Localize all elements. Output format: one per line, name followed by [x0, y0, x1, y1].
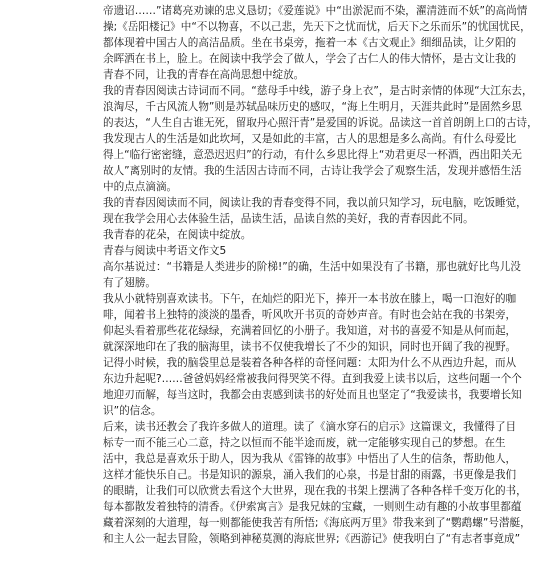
text-line: 藏着深刻的大道理，每一则都能使我苦有所悟;《海底两万里》带我来到了“鹦鹉螺”号潜艇， [103, 517, 531, 529]
text-line: 就深深地印在了我的脑海里，读书不仅使我增长了不少的知识，同时也开阔了我的视野。 [103, 341, 517, 353]
text-line: 青春不同，让我的青春在高尚思想中绽放。 [103, 69, 305, 81]
text-line: 我的青春因阅读而不同，阅读让我的青春变得不同，我以前只知学习，玩电脑，吃饭睡觉， [103, 197, 527, 209]
text-line: 这样才能快乐自己。书是知识的源泉，涌入我们的心泉，书是甘甜的雨露，书更像是我们 [103, 469, 517, 481]
text-line: 每本都散发着独特的清香。《伊索寓言》是我兄妹的宝藏，一则则生动有趣的小故事里都蕴 [103, 501, 522, 513]
text-line: 东边升起呢?……爸爸妈妈经常被我问得哭笑不得。直到我爱上读书以后，这些问题一个个 [103, 373, 522, 385]
text-line: 余晖洒在书上，脸上。在阅读中我学会了做人，学会了古仁人的伟大情怀，是古文让我的 [103, 53, 517, 65]
text-line: 啡，闻着书上独特的淡淡的墨香，听风吹开书页的奇妙声音。有时也会站在我的书架旁， [103, 309, 517, 321]
text-line: 都体现着中国古人的高洁品质。坐在书桌旁，拖着一本《古文观止》细细品读，让夕阳的 [103, 37, 517, 49]
text-line: 我的青春因阅读古诗词而不同。“慈母手中线，游子身上衣”，是古时亲情的体现“大江东去， [103, 85, 533, 97]
text-line: 得上“临行密密缝，意恐迟迟归”的行动，有什么乡思比得上“劝君更尽一杯酒，西出阳关无 [103, 149, 523, 161]
text-line: 的眼睛，让我们可以欣赏去看这个大世界，现在我的书架上摆满了各种各样千变万化的书， [103, 485, 527, 497]
text-line: 帝遗诏……”诸葛亮劝谏的忠义恳切；《爱莲说》中“出淤泥而不染，濯清涟而不妖”的高尚情 [103, 5, 528, 17]
text-line: 活中，我总是喜欢乐于助人，因为我从《雷锋的故事》中悟出了人生的信条，帮助他人， [103, 453, 517, 465]
text-line: 地迎刃而解，每当这时，我都会由衷感到读书的好处而且也坚定了“我爱读书，我要增长知 [103, 389, 522, 401]
text-line: 仰起头看着那些花花绿绿，充满着回忆的小册子。我知道，对书的喜爱不知是从何而起， [103, 325, 517, 337]
text-line: 中的点点滴滴。 [103, 181, 178, 193]
text-line: 标专一而不能三心二意，持之以恒而不能半途而废，就一定能够实现自己的梦想。在生 [103, 437, 506, 449]
text-line: 操;《岳阳楼记》中“不以物喜，不以己悲，先天下之忧而忧，后天下之乐而乐”的忧国忧民， [103, 21, 531, 33]
text-line: 我发现古人的生活是如此坎坷，又是如此的丰富，古人的思想是多么高尚。有什么母爱比 [103, 133, 517, 145]
text-line: 现在我学会用心去体验生活，品读生活，品读自然的美好，我的青春因此不同。 [103, 213, 474, 225]
text-line: 后来，读书还教会了我许多做人的道理。读了《滴水穿石的启示》这篇课文，我懂得了目 [103, 421, 517, 433]
text-line: 我从小就特别喜欢读书。下午，在灿烂的阳光下，捧开一本书放在膝上，喝一口泡好的咖 [103, 293, 517, 305]
text-line: 识”的信念。 [103, 405, 162, 417]
text-line: 的表达，“人生自古谁无死，留取丹心照汗青”是爱国的诉说。品读这一首首朗朗上口的古诗， [103, 117, 538, 129]
text-line: 高尔基说过：“书籍是人类进步的阶梯!”的确，生活中如果没有了书籍，那也就好比鸟儿没 [103, 261, 521, 273]
text-line: 记得小时候，我的脑袋里总是装着各种各样的奇怪问题：太阳为什么不从西边升起，而从 [103, 357, 517, 369]
text-line: 故人”离别时的友情。我的生活因古诗而不同，古诗让我学会了观察生活，发现并感悟生活 [103, 165, 522, 177]
text-line: 有了翅膀。 [103, 277, 156, 289]
text-line: 我青春的花朵，在阅读中绽放。 [103, 229, 252, 241]
section-heading: 青春与阅读中考语文作文5 [103, 245, 227, 257]
text-line: 和主人公一起去冒险，领略到神秘莫测的海底世界;《西游记》使我明白了“有志者事竟成” [103, 533, 521, 545]
text-line: 浪淘尽，千古风流人物”则是苏轼品味历史的感叹，“海上生明月，天涯共此时”是固然乡思 [103, 101, 523, 113]
